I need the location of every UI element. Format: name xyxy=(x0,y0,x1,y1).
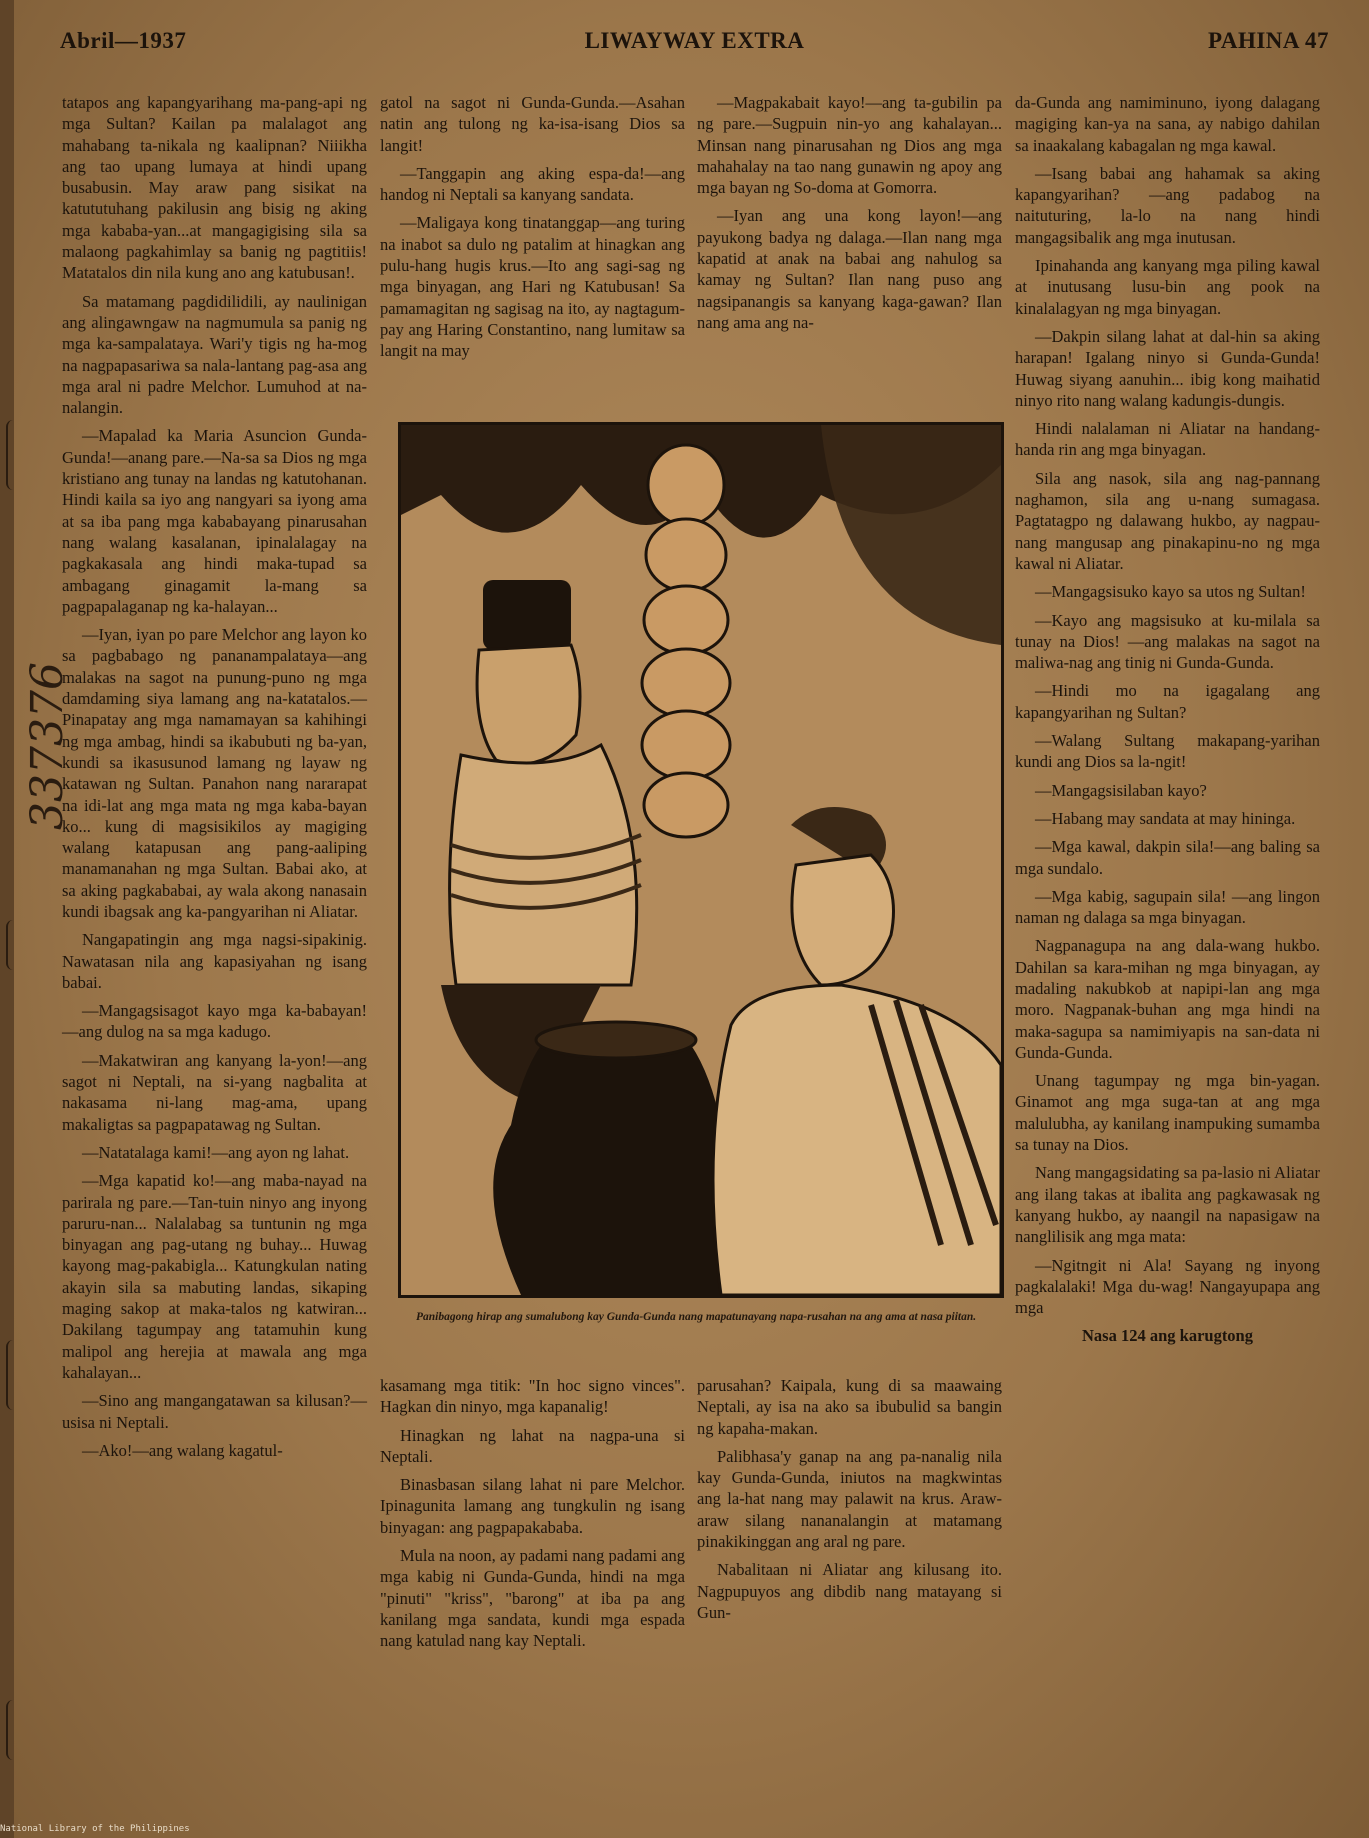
paragraph: Nang mangagsidating sa pa-lasio ni Aliatar ang ilang takas at ibalita ang pagkawasak ng kanyang hukbo, ay naangil na napasigaw na nanglilisik ang mga mata: xyxy=(1015,1163,1320,1247)
paragraph: —Kayo ang magsisuko at ku-milala sa tunay na Dios! —ang malakas na sagot na maliwa-nag ang tinig ni Gunda-Gunda. xyxy=(1015,610,1320,673)
page-number: PAHINA 47 xyxy=(1208,28,1329,53)
page-edge xyxy=(0,0,14,1838)
paragraph: —Mangagsisagot kayo mga ka-babayan!—ang dulog na sa mga kadugo. xyxy=(62,1001,367,1042)
paragraph: Unang tagumpay ng mga bin-yagan. Ginamot ang mga suga-tan at ang mga malulubha, ay kanilang inampuking sumamba sa tunay na Dios. xyxy=(1015,1071,1320,1155)
margin-bracket xyxy=(6,1700,20,1760)
paragraph: Mula na noon, ay padami nang padami ang mga kabig ni Gunda-Gunda, hindi na mga "pinuti" "kriss", "barong" at iba pa ang kanilang mga sandata, kundi mga espada nang katulad nang kay Neptali. xyxy=(380,1546,686,1651)
paragraph: Nangapatingin ang mga nagsi-sipakinig. Nawatasan nila ang kapasiyahan ng isang babai. xyxy=(62,930,367,992)
paragraph: Hinagkan ng lahat na nagpa-una si Neptali. xyxy=(380,1425,685,1466)
paragraph: tatapos ang kapangyarihang ma-pang-api ng mga Sultan? Kailan pa malalagot ang mahabang ta-nikala ng kaalipnan? Niiikha ang tao upang lumaya at hindi upang busabusin. May araw pang sisikat na katututuhang pakilusin ang bisig ng aking mga kababa-yan...at mangagigising sila sa malaong pagkahimlay sa banig ng pagtitiis! Matatalos din nila kung ano ang katubusan!. xyxy=(62,93,367,283)
article-column-3-top xyxy=(697,92,1002,392)
illustration-drawing xyxy=(401,425,1001,1295)
paragraph: Sa matamang pagdidilidili, ay naulinigan ang alingawngaw na nagmumula sa panig ng mga ka-sampalataya. Wari'y tigis ng ha-mog na nagpapasariwa sa nala-lantang pag-asa ang mga aral ni padre Melchor. Lumuhod at na-nalangin. xyxy=(62,291,367,418)
issue-date: Abril—1937 xyxy=(60,28,187,53)
paragraph: Hindi nalalaman ni Aliatar na handang-handa rin ang mga binyagan. xyxy=(1015,419,1320,460)
margin-bracket xyxy=(6,1340,20,1410)
paragraph: gatol na sagot ni Gunda-Gunda.—Asahan natin ang tulong ng ka-isa-isang Dios sa langit! xyxy=(380,93,685,155)
archive-footer: National Library of the Philippines xyxy=(0,1824,190,1834)
paragraph: —Ngitngit ni Ala! Sayang ng inyong pagkalalaki! Mga du-wag! Nangayupapa ang mga xyxy=(1015,1255,1320,1318)
paragraph: —Mangagsisuko kayo sa utos ng Sultan! xyxy=(1035,582,1306,602)
paragraph: —Walang Sultang makapang-yarihan kundi ang Dios sa la-ngit! xyxy=(1015,731,1320,772)
paragraph: —Mapalad ka Maria Asuncion Gunda-Gunda!—anang pare.—Na-sa sa Dios ng mga kristiano ang tunay na landas ng katutohanan. Hindi kaila sa iyo ang nangyari sa iyong ama at sa iba pang mga kababayang pinarusahan nang walang kasalanan, ipinalalagay na pagkakasala ang hindi maka-tupad sa ambagang ginagamit la-mang sa pagpapalaganap ng ka-halayan... xyxy=(62,426,367,616)
paragraph: —Mga kawal, dakpin sila!—ang baling sa mga sundalo. xyxy=(1015,837,1320,878)
magazine-title: LIWAYWAY EXTRA xyxy=(584,28,805,53)
paragraph: Ipinahanda ang kanyang mga piling kawal at inutusang lusu-bin ang pook na kinalalagyan ng mga binyagan. xyxy=(1015,256,1320,318)
paragraph: —Isang babai ang hahamak sa aking kapangyarihan? —ang padabog na naituturing, la-lo na nang hindi mangagsibalik ang mga inutusan. xyxy=(1015,163,1320,247)
margin-bracket xyxy=(6,920,20,970)
paragraph: Sila ang nasok, sila ang nag-pannang naghamon, sila ang u-nang sumagasa. Pagtatagpo ng dalawang hukbo, ay nagpau-nang mangusap ang pinakapinu-no ng mga kawal ni Aliatar. xyxy=(1015,468,1320,573)
paragraph: —Maligaya kong tinatanggap—ang turing na inabot sa dulo ng patalim at hinagkan ang pulu-hang hugis krus.—Ito ang sagi-sag ng mga binyagan, ang Hari ng Katubusan! Sa pamamagitan ng sagisag na ito, ay nagtagum-pay ang Haring Constantino, nang lumitaw sa langit na may xyxy=(380,213,685,361)
continuation-note: Nasa 124 ang karugtong xyxy=(1082,1326,1253,1346)
paragraph: —Mga kapatid ko!—ang maba-nayad na parirala ng pare.—Tan-tuin ninyo ang inyong paruru-nan... Nalalabag sa tuntunin ng mga binyagan ang pag-utang ng buhay... Huwag kayong mag-pakabigla... Katungkulan nating akayin sila sa mabuting landas, sikaping maging sakop at maka-talos ng katwiran... Dakilang tagumpay ang tatamuhin kung malipol ang herejia at mawala ang mga kahalayan... xyxy=(62,1171,367,1382)
paragraph: —Mangagsisilaban kayo? xyxy=(1035,780,1207,800)
paragraph: —Habang may sandata at may hininga. xyxy=(1035,808,1296,828)
paragraph: Binasbasan silang lahat ni pare Melchor. Ipinagunita lamang ang tungkulin ng isang binyagan: ang pagpapakababa. xyxy=(380,1475,685,1537)
article-column-2-top xyxy=(380,92,685,392)
paragraph: —Ako!—ang walang kagatul- xyxy=(82,1440,283,1460)
paragraph: —Mga kabig, sagupain sila! —ang lingon naman ng dalaga sa mga binyagan. xyxy=(1015,886,1320,928)
article-column-4 xyxy=(1015,92,1320,1812)
paragraph: —Sino ang mangangatawan sa kilusan?—usisa ni Neptali. xyxy=(62,1391,367,1432)
paragraph: Palibhasa'y ganap na ang pa-nanalig nila kay Gunda-Gunda, iniutos na magkwintas ang la-hat nang may palawit na krus. Araw-araw silang nananalangin at matamang pinakikinggan ang aral ng pare. xyxy=(697,1446,1002,1552)
paragraph: —Iyan ang una kong layon!—ang payukong badya ng dalaga.—Ilan nang mga kapatid at anak na babai ang nahulog sa kamay ng Sultan? Ilan nang puso ang nagsipanangis sa kanyang kaga-gawan? Ilan nang ama ang na- xyxy=(697,206,1002,332)
paragraph: da-Gunda ang namiminuno, iyong dalagang magiging kan-ya na sana, ay nabigo dahilan sa inaakalang kabagalan ng mga kawal. xyxy=(1015,93,1320,155)
paragraph: —Natatalaga kami!—ang ayon ng lahat. xyxy=(82,1142,350,1162)
paragraph: —Iyan, iyan po pare Melchor ang layon ko sa pagbabago ng pananampalataya—ang malakas na sagot na punung-puno ng mga damdaming siya lamang ang na-katatalos.—Pinapatay ang mga namamayan sa kahihingi ng mga ambag, hindi sa ikabubuti ng ba-yan, kundi sa ikasusunod lamang ng layaw ng katawan ng Sultan. Panahon nang nararapat na idi-lat ang mga mata ng mga kaba-bayan ko... kung di magsisikilos ay magiging walang katapusan ang pang-aaliping manamanahan ng mga Sultan. Babai ako, at sa aking pagkababai, ay wala akong nanasain kundi ibagsak ang ka-pangyarihan ni Aliatar. xyxy=(62,625,367,921)
paragraph: —Makatwiran ang kanyang la-yon!—ang sagot ni Neptali, na si-yang nagbalita at nakasama ni-lang mag-ama, upang makaligtas sa pagpapatawag ng Sultan. xyxy=(62,1050,367,1134)
page-header xyxy=(60,28,1329,68)
article-column-2-bottom xyxy=(380,1375,685,1815)
illustration xyxy=(398,422,1004,1298)
paragraph: —Tanggapin ang aking espa-da!—ang handog ni Neptali sa kanyang sandata. xyxy=(380,163,685,205)
paragraph: —Hindi mo na igagalang ang kapangyarihan ng Sultan? xyxy=(1015,681,1320,722)
article-column-1 xyxy=(62,92,367,1812)
margin-bracket xyxy=(6,420,20,490)
paragraph: Nagpanagupa na ang dala-wang hukbo. Dahilan sa kara-mihan ng mga binyagan, ay madaling nakubkob at napipi-lan ang mga moro. Nagpanak-buhan ang mga hindi na maka-sagupa sa namimiyapis na san-data ni Gunda-Gunda. xyxy=(1015,936,1320,1062)
paragraph: Nabalitaan ni Aliatar ang kilusang ito. Nagpupuyos ang dibdib nang matayang si Gun- xyxy=(697,1560,1002,1622)
article-column-3-bottom xyxy=(697,1375,1002,1815)
paragraph: —Dakpin silang lahat at dal-hin sa aking harapan! Igalang ninyo si Gunda-Gunda! Huwag siyang aanuhin... ibig kong maihatid ninyo rito nang walang kadungis-dungis. xyxy=(1015,326,1320,410)
illustration-caption: Panibagong hirap ang sumalubong kay Gunda-Gunda nang mapatunayang napa-rusahan na ang ama at nasa piitan. xyxy=(416,1311,977,1323)
handwritten-margin-note: 337376 xyxy=(22,662,73,830)
paragraph: parusahan? Kaipala, kung di sa maawaing Neptali, ay isa na ako sa ibubulid sa bangin ng kapaha-makan. xyxy=(697,1376,1002,1438)
paragraph: kasamang mga titik: "In hoc signo vinces". Hagkan din ninyo, mga kapanalig! xyxy=(380,1376,685,1417)
paragraph: —Magpakabait kayo!—ang ta-gubilin pa ng pare.—Sugpuin nin-yo ang kahalayan... Minsan nang pinarusahan ng Dios ang mga mahahalay na tao nang gunawin ng apoy ang mga bayan ng So-doma at Gomorra. xyxy=(697,93,1002,198)
